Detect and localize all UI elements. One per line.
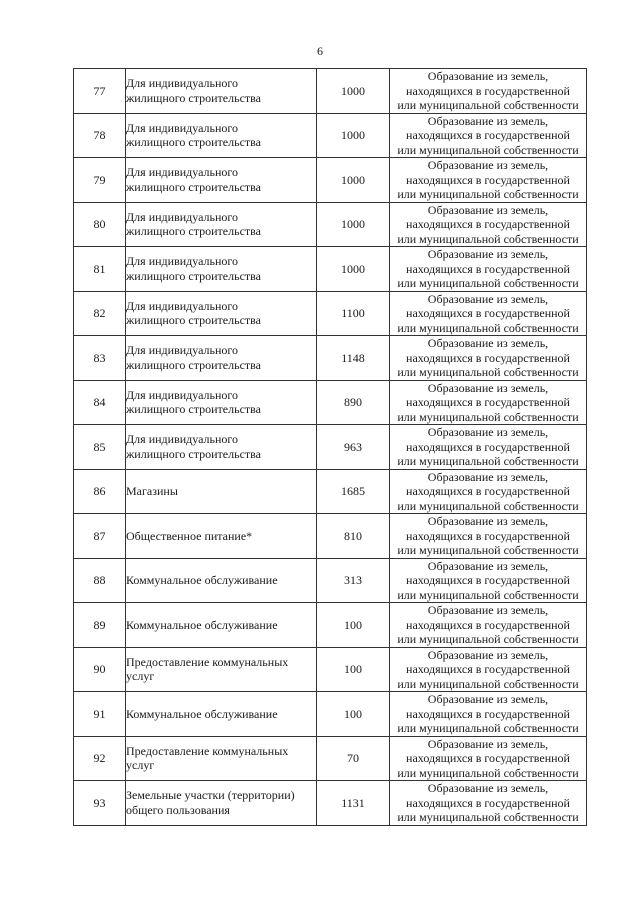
area-cell: 100 <box>317 603 390 648</box>
formation-method-line: Образование из земель, <box>427 202 549 217</box>
table-row <box>74 291 587 336</box>
table-row <box>74 113 587 158</box>
area-cell: 1000 <box>317 158 390 203</box>
permitted-use-line: Земельные участки (территории) <box>126 788 295 803</box>
table-row <box>74 692 587 737</box>
row-number: 80 <box>74 202 126 247</box>
permitted-use-cell <box>126 69 317 114</box>
formation-method-line: находящихся в государственной <box>406 306 570 320</box>
table-row <box>74 202 587 247</box>
area-cell: 313 <box>317 558 390 603</box>
formation-method-line: или муниципальной собственности <box>397 98 579 112</box>
permitted-use-line: Коммунальное обслуживание <box>126 617 278 632</box>
area-cell: 1000 <box>317 247 390 292</box>
row-number: 83 <box>74 336 126 381</box>
formation-method-line: или муниципальной собственности <box>397 498 579 513</box>
table-row <box>74 69 587 114</box>
permitted-use-cell <box>126 291 317 336</box>
permitted-use-cell <box>126 692 317 737</box>
table-row <box>74 736 587 781</box>
table-row <box>74 781 587 826</box>
formation-method-line: Образование из земель, <box>427 247 549 261</box>
row-number: 89 <box>74 603 126 648</box>
formation-method-cell <box>390 781 587 826</box>
formation-method-line: Образование из земель, <box>427 469 549 484</box>
permitted-use-line: Для индивидуального <box>126 254 239 269</box>
formation-method-line: Образование из земель, <box>427 558 549 573</box>
formation-method-line: или муниципальной собственности <box>397 721 579 735</box>
permitted-use-cell <box>126 781 317 826</box>
formation-method-cell <box>390 603 587 648</box>
permitted-use-cell <box>126 514 317 559</box>
row-number: 85 <box>74 425 126 470</box>
row-number: 88 <box>74 558 126 603</box>
formation-method-line: или муниципальной собственности <box>397 632 579 646</box>
permitted-use-line: жилищного строительства <box>126 313 261 328</box>
permitted-use-line: Для индивидуального <box>126 432 239 447</box>
formation-method-line: находящихся в государственной <box>406 350 570 365</box>
permitted-use-line: Для индивидуального <box>126 209 239 224</box>
permitted-use-cell <box>126 647 317 692</box>
row-number: 81 <box>74 247 126 292</box>
formation-method-line: Образование из земель, <box>427 736 549 751</box>
formation-method-line: Образование из земель, <box>427 647 549 662</box>
formation-method-line: находящихся в государственной <box>406 795 570 810</box>
formation-method-line: Образование из земель, <box>427 425 549 439</box>
formation-method-line: или муниципальной собственности <box>397 454 579 468</box>
formation-method-line: находящихся в государственной <box>406 261 570 276</box>
table-row <box>74 380 587 425</box>
formation-method-line: находящихся в государственной <box>406 662 570 676</box>
permitted-use-line: услуг <box>126 669 155 684</box>
formation-method-cell <box>390 736 587 781</box>
formation-method-line: или муниципальной собственности <box>397 142 579 157</box>
row-number: 90 <box>74 647 126 692</box>
row-number: 86 <box>74 469 126 514</box>
formation-method-line: Образование из земель, <box>427 336 549 350</box>
formation-method-line: или муниципальной собственности <box>397 276 579 290</box>
permitted-use-line: жилищного строительства <box>126 135 261 150</box>
formation-method-line: находящихся в государственной <box>406 706 570 721</box>
permitted-use-line: Для индивидуального <box>126 120 239 135</box>
formation-method-line: находящихся в государственной <box>406 128 570 142</box>
permitted-use-line: Предоставление коммунальных <box>126 743 289 758</box>
permitted-use-line: общего пользования <box>126 802 230 817</box>
formation-method-line: находящихся в государственной <box>406 528 570 543</box>
permitted-use-cell <box>126 380 317 425</box>
row-number: 93 <box>74 781 126 826</box>
table-row <box>74 336 587 381</box>
formation-method-line: или муниципальной собственности <box>397 676 579 691</box>
row-number: 79 <box>74 158 126 203</box>
area-cell: 100 <box>317 647 390 692</box>
permitted-use-line: жилищного строительства <box>126 402 261 417</box>
formation-method-line: или муниципальной собственности <box>397 231 579 246</box>
permitted-use-line: Магазины <box>126 484 178 498</box>
area-cell: 70 <box>317 736 390 781</box>
formation-method-line: или муниципальной собственности <box>397 810 579 824</box>
formation-method-line: Образование из земель, <box>427 781 549 795</box>
permitted-use-cell <box>126 113 317 158</box>
formation-method-line: Образование из земель, <box>427 692 549 706</box>
formation-method-line: Образование из земель, <box>427 514 549 528</box>
formation-method-line: Образование из земель, <box>427 603 549 617</box>
table-row <box>74 514 587 559</box>
formation-method-line: или муниципальной собственности <box>397 320 579 335</box>
permitted-use-line: жилищного строительства <box>126 268 261 283</box>
formation-method-line: Образование из земель, <box>427 69 549 83</box>
formation-method-line: Образование из земель, <box>427 291 549 306</box>
area-cell: 810 <box>317 514 390 559</box>
formation-method-cell <box>390 247 587 292</box>
table-body <box>74 69 587 826</box>
area-cell: 1148 <box>317 336 390 381</box>
permitted-use-line: жилищного строительства <box>126 446 261 461</box>
formation-method-line: или муниципальной собственности <box>397 365 579 379</box>
formation-method-cell <box>390 158 587 203</box>
row-number: 84 <box>74 380 126 425</box>
formation-method-line: Образование из земель, <box>427 158 549 172</box>
formation-method-line: или муниципальной собственности <box>397 409 579 424</box>
permitted-use-line: жилищного строительства <box>126 224 261 239</box>
formation-method-cell <box>390 291 587 336</box>
formation-method-line: находящихся в государственной <box>406 439 570 454</box>
formation-method-cell <box>390 380 587 425</box>
permitted-use-line: Для индивидуального <box>126 76 239 91</box>
table-row <box>74 158 587 203</box>
formation-method-line: или муниципальной собственности <box>397 765 579 780</box>
formation-method-line: Образование из земель, <box>427 113 549 128</box>
permitted-use-line: Для индивидуального <box>126 298 239 313</box>
permitted-use-cell <box>126 603 317 648</box>
row-number: 78 <box>74 113 126 158</box>
permitted-use-line: Коммунальное обслуживание <box>126 573 278 587</box>
formation-method-line: находящихся в государственной <box>406 83 570 98</box>
permitted-use-cell <box>126 736 317 781</box>
formation-method-line: находящихся в государственной <box>406 217 570 231</box>
formation-method-cell <box>390 336 587 381</box>
permitted-use-cell <box>126 336 317 381</box>
area-cell: 1131 <box>317 781 390 826</box>
land-plots-table <box>73 68 587 826</box>
formation-method-line: находящихся в государственной <box>406 617 570 632</box>
area-cell: 963 <box>317 425 390 470</box>
table-row <box>74 425 587 470</box>
table-row <box>74 469 587 514</box>
area-cell: 1000 <box>317 69 390 114</box>
formation-method-line: Образование из земель, <box>427 380 549 395</box>
area-cell: 1100 <box>317 291 390 336</box>
table-row <box>74 247 587 292</box>
formation-method-cell <box>390 514 587 559</box>
formation-method-line: находящихся в государственной <box>406 172 570 187</box>
permitted-use-line: Для индивидуального <box>126 387 239 402</box>
area-cell: 1685 <box>317 469 390 514</box>
formation-method-line: или муниципальной собственности <box>397 587 579 602</box>
permitted-use-line: Для индивидуального <box>126 165 239 180</box>
formation-method-cell <box>390 692 587 737</box>
formation-method-line: или муниципальной собственности <box>397 187 579 201</box>
row-number: 91 <box>74 692 126 737</box>
permitted-use-cell <box>126 425 317 470</box>
row-number: 82 <box>74 291 126 336</box>
permitted-use-cell <box>126 469 317 514</box>
formation-method-cell <box>390 113 587 158</box>
area-cell: 1000 <box>317 202 390 247</box>
permitted-use-line: Для индивидуального <box>126 343 239 358</box>
area-cell: 1000 <box>317 113 390 158</box>
table-row <box>74 647 587 692</box>
formation-method-line: находящихся в государственной <box>406 484 570 498</box>
formation-method-cell <box>390 558 587 603</box>
area-cell: 100 <box>317 692 390 737</box>
permitted-use-cell <box>126 158 317 203</box>
permitted-use-line: Коммунальное обслуживание <box>126 706 278 721</box>
permitted-use-line: услуг <box>126 758 155 773</box>
table-row <box>74 603 587 648</box>
table-row <box>74 558 587 603</box>
page-number: 6 <box>317 44 323 58</box>
row-number: 92 <box>74 736 126 781</box>
permitted-use-cell <box>126 247 317 292</box>
formation-method-cell <box>390 647 587 692</box>
area-cell: 890 <box>317 380 390 425</box>
permitted-use-line: Общественное питание* <box>126 528 253 543</box>
formation-method-cell <box>390 202 587 247</box>
formation-method-line: находящихся в государственной <box>406 395 570 409</box>
formation-method-cell <box>390 425 587 470</box>
permitted-use-line: жилищного строительства <box>126 179 261 194</box>
permitted-use-cell <box>126 202 317 247</box>
permitted-use-line: жилищного строительства <box>126 357 261 372</box>
formation-method-line: находящихся в государственной <box>406 573 570 587</box>
formation-method-line: или муниципальной собственности <box>397 543 579 557</box>
formation-method-cell <box>390 69 587 114</box>
permitted-use-line: Предоставление коммунальных <box>126 654 289 669</box>
formation-method-line: находящихся в государственной <box>406 751 570 765</box>
permitted-use-line: жилищного строительства <box>126 90 261 105</box>
row-number: 87 <box>74 514 126 559</box>
formation-method-cell <box>390 469 587 514</box>
row-number: 77 <box>74 69 126 114</box>
permitted-use-cell <box>126 558 317 603</box>
